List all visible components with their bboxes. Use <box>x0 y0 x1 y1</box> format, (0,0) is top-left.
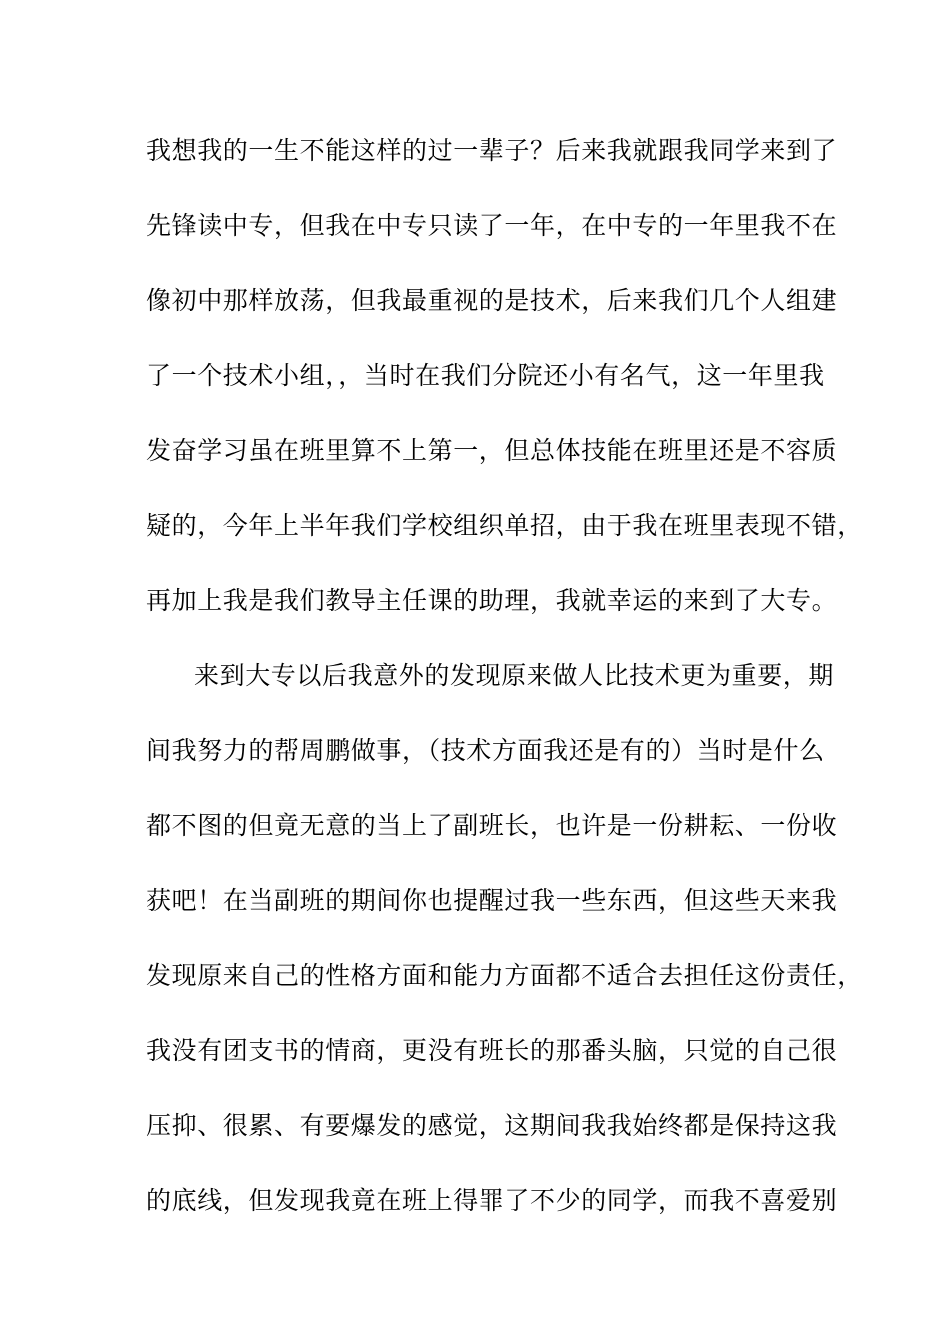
text-line: 疑的，今年上半年我们学校组织单招，由于我在班里表现不错， <box>146 511 863 540</box>
paragraph-start-line: 来到大专以后我意外的发现原来做人比技术更为重要，期 <box>194 661 835 690</box>
text-line: 压抑、很累、有要爆发的感觉，这期间我我始终都是保持这我 <box>146 1111 838 1140</box>
text-line: 获吧！在当副班的期间你也提醒过我一些东西，但这些天来我 <box>146 886 838 915</box>
text-line: 我没有团支书的情商，更没有班长的那番头脑，只觉的自己很 <box>146 1036 838 1065</box>
text-line: 像初中那样放荡，但我最重视的是技术，后来我们几个人组建 <box>146 286 838 315</box>
text-line: 发奋学习虽在班里算不上第一，但总体技能在班里还是不容质 <box>146 436 838 465</box>
text-line: 的底线，但发现我竟在班上得罪了不少的同学，而我不喜爱别 <box>146 1186 838 1215</box>
text-line: 我想我的一生不能这样的过一辈子？后来我就跟我同学来到了 <box>146 136 838 165</box>
text-line: 了一个技术小组，，当时在我们分院还小有名气，这一年里我 <box>146 361 825 390</box>
document-body <box>146 131 863 1256</box>
text-line: 发现原来自己的性格方面和能力方面都不适合去担任这份责任， <box>146 961 863 990</box>
text-line: 间我努力的帮周鹏做事，（技术方面我还是有的）当时是什么 <box>146 736 825 765</box>
text-line: 先锋读中专，但我在中专只读了一年，在中专的一年里我不在 <box>146 211 838 240</box>
text-line: 再加上我是我们教导主任课的助理，我就幸运的来到了大专。 <box>146 586 838 615</box>
text-line: 都不图的但竟无意的当上了副班长，也许是一份耕耘、一份收 <box>146 811 838 840</box>
